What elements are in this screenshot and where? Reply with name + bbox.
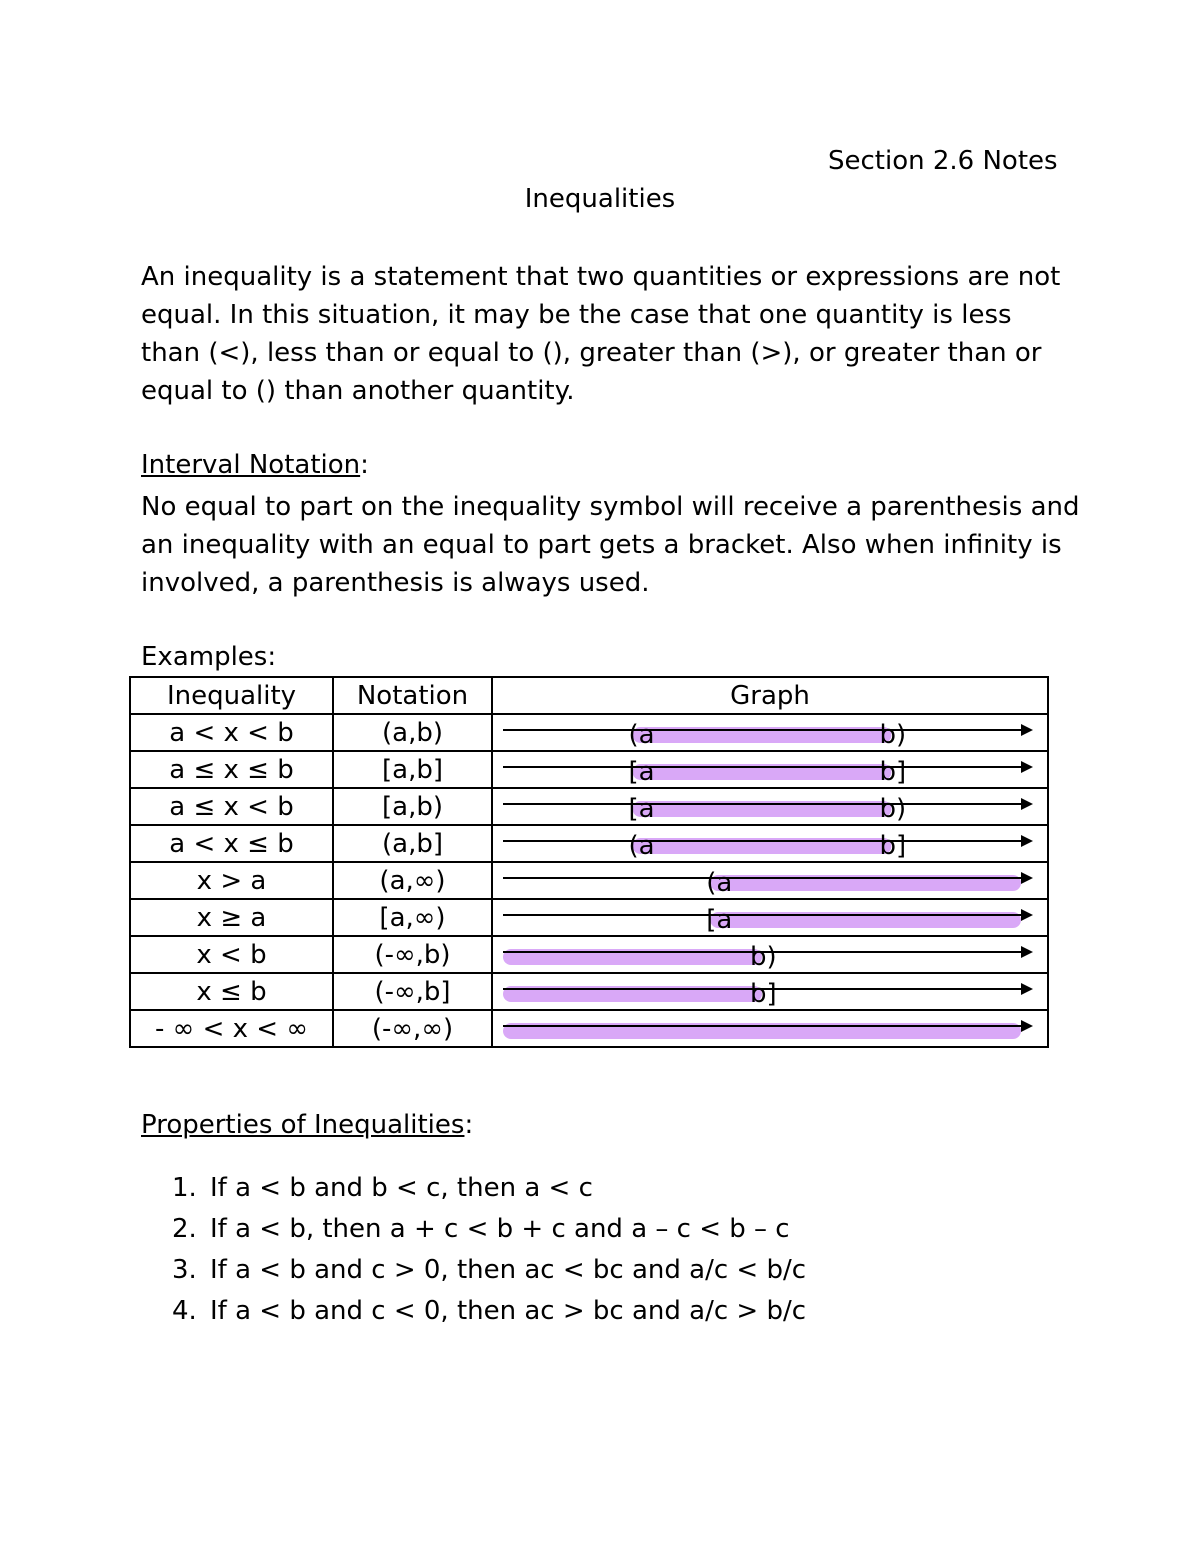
properties-list: [172, 1168, 806, 1332]
table-row: [130, 862, 1048, 899]
graph-cell: [492, 973, 1048, 1010]
interval-line: an inequality with an equal to part gets a bracket. Also when infinity is: [141, 530, 1062, 560]
inequality-cell: a ≤ x < b: [130, 788, 333, 825]
graph-cell: [492, 1010, 1048, 1047]
properties-heading-colon: :: [464, 1110, 474, 1140]
number-line-graph: [493, 900, 1045, 935]
property-item: [172, 1209, 806, 1250]
graph-cell: [492, 936, 1048, 973]
inequality-cell: a < x ≤ b: [130, 825, 333, 862]
arrow-head-icon: [1021, 983, 1033, 995]
number-line-graph: [493, 789, 1045, 824]
examples-table: [129, 676, 1049, 1048]
inequality-cell: - ∞ < x < ∞: [130, 1010, 333, 1047]
interval-heading-colon: :: [360, 450, 369, 480]
property-number: 1.: [172, 1173, 197, 1203]
arrow-head-icon: [1021, 1020, 1033, 1032]
left-endpoint-label: [a: [628, 794, 655, 824]
table-row: [130, 936, 1048, 973]
property-number: 2.: [172, 1214, 197, 1244]
interval-heading-text: Interval Notation: [141, 450, 361, 480]
left-endpoint-label: (a: [628, 831, 655, 861]
table-row: [130, 973, 1048, 1010]
right-endpoint-label: b]: [879, 757, 907, 787]
intro-paragraph: [141, 258, 1071, 410]
property-item: [172, 1291, 806, 1332]
left-endpoint-label: [a: [628, 757, 655, 787]
right-endpoint-label: b): [750, 942, 777, 972]
table-header-row: [130, 677, 1048, 714]
notation-cell: [a,b): [333, 788, 492, 825]
graph-cell: [492, 825, 1048, 862]
interval-notation-paragraph: [141, 488, 1080, 602]
properties-heading-text: Properties of Inequalities: [141, 1110, 465, 1140]
notation-cell: [a,∞): [333, 899, 492, 936]
notation-cell: (a,∞): [333, 862, 492, 899]
page-title: Inequalities: [524, 184, 676, 214]
table-row: [130, 751, 1048, 788]
property-text: If a < b and c < 0, then ac > bc and a/c > b/c: [210, 1296, 807, 1326]
examples-label: Examples:: [141, 642, 277, 672]
property-text: If a < b and b < c, then a < c: [210, 1173, 593, 1203]
arrow-head-icon: [1021, 946, 1033, 958]
intro-line: An inequality is a statement that two quantities or expressions are not: [141, 262, 1061, 292]
intro-line: equal. In this situation, it may be the case that one quantity is less: [141, 300, 1012, 330]
left-endpoint-label: [a: [706, 905, 733, 935]
notation-cell: (a,b): [333, 714, 492, 751]
inequality-cell: x ≥ a: [130, 899, 333, 936]
property-text: If a < b and c > 0, then ac < bc and a/c < b/c: [210, 1255, 807, 1285]
notation-cell: (-∞,b): [333, 936, 492, 973]
header-notation: Notation: [333, 677, 492, 714]
interval-notation-heading: [141, 450, 369, 480]
intro-line: than (<), less than or equal to (), greater than (>), or greater than or: [141, 338, 1042, 368]
number-line-graph: [493, 752, 1045, 787]
number-line-graph: [493, 826, 1045, 861]
notation-cell: (-∞,b]: [333, 973, 492, 1010]
arrow-head-icon: [1021, 835, 1033, 847]
graph-cell: [492, 788, 1048, 825]
arrow-head-icon: [1021, 872, 1033, 884]
table-row: [130, 1010, 1048, 1047]
right-endpoint-label: b]: [750, 979, 777, 1009]
header-inequality: Inequality: [130, 677, 333, 714]
header-graph: Graph: [492, 677, 1048, 714]
property-text: If a < b, then a + c < b + c and a – c < b – c: [210, 1214, 790, 1244]
inequality-cell: a < x < b: [130, 714, 333, 751]
graph-cell: [492, 899, 1048, 936]
arrow-head-icon: [1021, 724, 1033, 736]
property-number: 4.: [172, 1296, 197, 1326]
inequality-cell: x ≤ b: [130, 973, 333, 1010]
number-line-graph: [493, 937, 1045, 972]
right-endpoint-label: b]: [879, 831, 907, 861]
left-endpoint-label: (a: [628, 720, 655, 750]
property-item: [172, 1250, 806, 1291]
notation-cell: (-∞,∞): [333, 1010, 492, 1047]
number-line-graph: [493, 1011, 1045, 1046]
graph-cell: [492, 862, 1048, 899]
property-number: 3.: [172, 1255, 197, 1285]
properties-heading: [141, 1110, 473, 1140]
number-line-graph: [493, 863, 1045, 898]
table-row: [130, 788, 1048, 825]
arrow-head-icon: [1021, 761, 1033, 773]
number-line-graph: [493, 974, 1045, 1009]
inequality-cell: x > a: [130, 862, 333, 899]
left-endpoint-label: (a: [706, 868, 733, 898]
section-label: Section 2.6 Notes: [828, 146, 1058, 176]
graph-cell: [492, 714, 1048, 751]
table-row: [130, 714, 1048, 751]
notation-cell: (a,b]: [333, 825, 492, 862]
notation-cell: [a,b]: [333, 751, 492, 788]
arrow-head-icon: [1021, 798, 1033, 810]
graph-cell: [492, 751, 1048, 788]
right-endpoint-label: b): [879, 794, 907, 824]
right-endpoint-label: b): [879, 720, 907, 750]
intro-line: equal to () than another quantity.: [141, 376, 575, 406]
property-item: [172, 1168, 806, 1209]
inequality-cell: x < b: [130, 936, 333, 973]
inequality-cell: a ≤ x ≤ b: [130, 751, 333, 788]
interval-line: No equal to part on the inequality symbol will receive a parenthesis and: [141, 492, 1080, 522]
number-line-graph: [493, 715, 1045, 750]
interval-line: involved, a parenthesis is always used.: [141, 568, 650, 598]
arrow-head-icon: [1021, 909, 1033, 921]
table-row: [130, 899, 1048, 936]
table-row: [130, 825, 1048, 862]
